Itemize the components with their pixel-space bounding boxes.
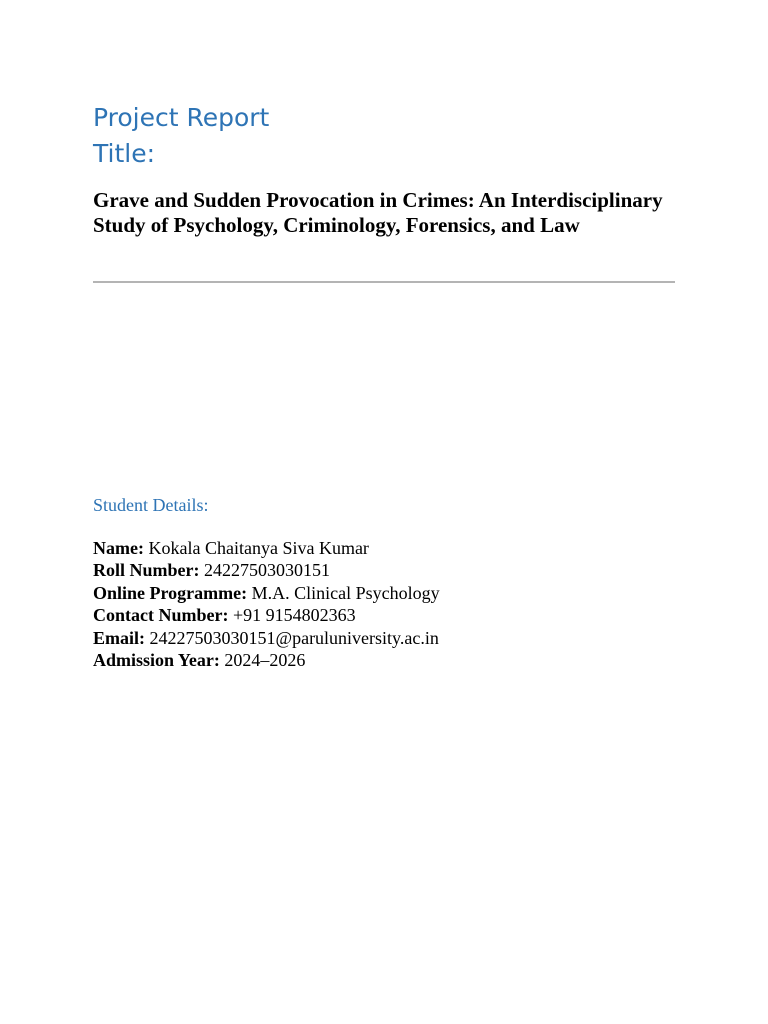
detail-label: Contact Number:: [93, 605, 229, 626]
detail-row-name: [93, 537, 713, 559]
detail-label: Name:: [93, 538, 144, 558]
detail-label: Roll Number:: [93, 560, 200, 581]
detail-row-programme: [93, 582, 713, 604]
page-title: [93, 100, 473, 172]
detail-value: 24227503030151: [204, 560, 330, 581]
title-line-2: Title:: [93, 139, 155, 168]
detail-value: 24227503030151@paruluniversity.ac.in: [149, 627, 439, 648]
detail-value: +91 9154802363: [232, 605, 356, 626]
detail-value: 2024–2026: [224, 650, 306, 671]
detail-label: Email:: [93, 627, 145, 648]
report-title: Grave and Sudden Provocation in Crimes: An Interdisciplinary Study of Psychology, Criminology, Forensics, and Law: [93, 188, 663, 237]
detail-value: M.A. Clinical Psychology: [251, 582, 440, 603]
student-details: [93, 537, 713, 671]
detail-label: Admission Year:: [93, 650, 220, 671]
detail-row-email: [93, 627, 713, 649]
student-details-heading: Student Details:: [93, 495, 209, 515]
detail-value: Kokala Chaitanya Siva Kumar: [148, 538, 369, 558]
detail-label: Online Programme:: [93, 582, 248, 603]
detail-row-contact: [93, 604, 713, 626]
detail-row-roll-number: [93, 559, 713, 581]
title-line-1: Project Report: [93, 103, 270, 132]
horizontal-divider: [93, 281, 675, 283]
detail-row-admission-year: [93, 649, 713, 671]
